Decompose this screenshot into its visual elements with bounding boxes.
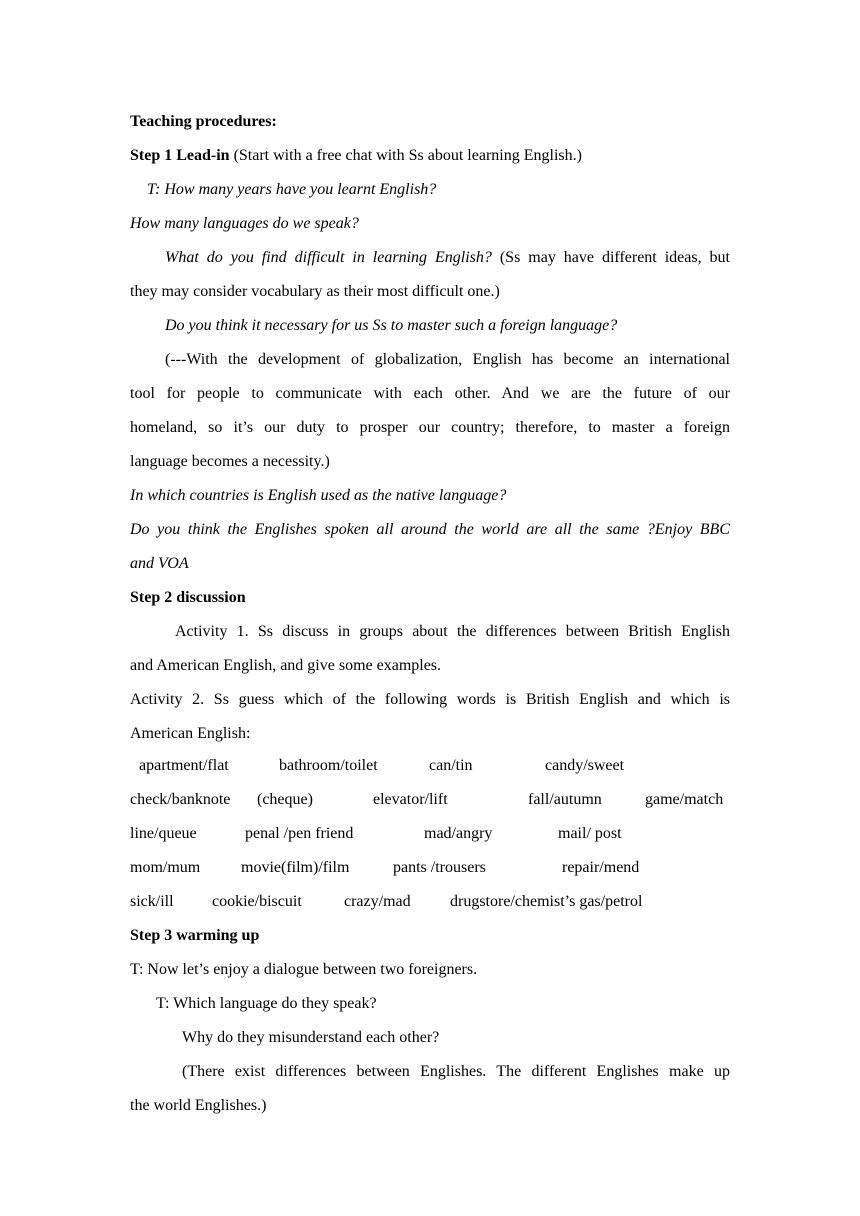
section-heading: Teaching procedures: xyxy=(130,113,277,130)
question-same-cont: and VOA xyxy=(130,555,189,572)
step-3-line-1: T: Now let’s enjoy a dialogue between two foreigners. xyxy=(130,961,478,978)
question-necessary: Do you think it necessary for us Ss to master such a foreign language? xyxy=(165,317,618,334)
question-difficult-note-cont: they may consider vocabulary as their most difficult one.) xyxy=(130,283,500,300)
word-pair: can/tin xyxy=(429,757,473,774)
step-3-line-3: Why do they misunderstand each other? xyxy=(182,1029,440,1046)
word-pair: elevator/lift xyxy=(373,791,448,808)
answer-line-1: (---With the development of globalization, English has become an international xyxy=(165,351,730,368)
question-same: Do you think the Englishes spoken all around the world are all the same ?Enjoy BBC xyxy=(130,521,730,538)
word-pair: check/banknote xyxy=(130,791,231,808)
step-3-line-2: T: Which language do they speak? xyxy=(156,995,377,1012)
word-pair: line/queue xyxy=(130,825,197,842)
answer-line-4: language becomes a necessity.) xyxy=(130,453,330,470)
word-pair: movie(film)/film xyxy=(241,859,350,876)
activity-2-line-2: American English: xyxy=(130,725,251,742)
word-pair: cookie/biscuit xyxy=(212,893,302,910)
step-3-title: Step 3 warming up xyxy=(130,927,260,944)
word-pair: fall/autumn xyxy=(528,791,602,808)
word-pair: sick/ill xyxy=(130,893,174,910)
activity-2-line-1: Activity 2. Ss guess which of the following words is British English and which is xyxy=(130,691,730,708)
step-2-title: Step 2 discussion xyxy=(130,589,246,606)
answer-line-2: tool for people to communicate with each other. And we are the future of our xyxy=(130,385,730,402)
question-years: T: How many years have you learnt English? xyxy=(147,181,437,198)
activity-1-line-2: and American English, and give some examples. xyxy=(130,657,442,674)
word-pair: mad/angry xyxy=(424,825,493,842)
step-3-line-5: the world Englishes.) xyxy=(130,1097,267,1114)
question-difficult-note: (Ss may have different ideas, but xyxy=(491,249,730,266)
word-pair: pants /trousers xyxy=(393,859,486,876)
word-pair: game/match xyxy=(645,791,724,808)
step-3-line-4: (There exist differences between Englishes. The different Englishes make up xyxy=(182,1063,730,1080)
word-pair: repair/mend xyxy=(562,859,640,876)
word-pair: (cheque) xyxy=(257,791,313,808)
step-1-title: Step 1 Lead-in xyxy=(130,147,230,164)
question-difficult xyxy=(165,248,730,268)
word-pair: mom/mum xyxy=(130,859,201,876)
word-pair: apartment/flat xyxy=(139,757,229,774)
question-difficult-text: What do you find difficult in learning English? xyxy=(165,249,492,266)
word-pair: crazy/mad xyxy=(344,893,411,910)
step-1-note: (Start with a free chat with Ss about learning English.) xyxy=(229,147,582,164)
step-1-line xyxy=(130,146,582,166)
answer-line-3: homeland, so it’s our duty to prosper our country; therefore, to master a foreign xyxy=(130,419,730,436)
question-native: In which countries is English used as the native language? xyxy=(130,487,507,504)
word-pair: penal /pen friend xyxy=(245,825,354,842)
question-languages: How many languages do we speak? xyxy=(130,215,359,232)
activity-1-line-1: Activity 1. Ss discuss in groups about the differences between British English xyxy=(175,623,730,640)
word-pair: drugstore/chemist’s gas/petrol xyxy=(450,893,643,910)
word-pair: candy/sweet xyxy=(545,757,625,774)
word-pair: bathroom/toilet xyxy=(279,757,378,774)
word-pair: mail/ post xyxy=(558,825,622,842)
